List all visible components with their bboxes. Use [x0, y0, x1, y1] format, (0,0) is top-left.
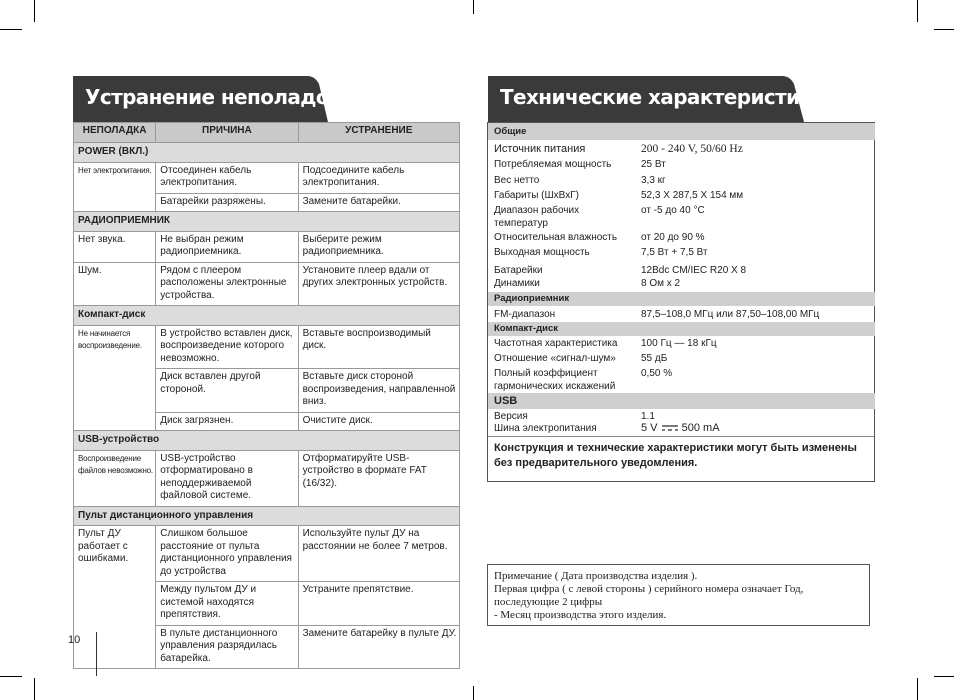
- spec-value: 12Bdc CM/IEC R20 X 8: [641, 265, 747, 276]
- fix-cell: Используйте пульт ДУ на расстоянии не более 7 метров.: [298, 526, 459, 582]
- crop-mark: [0, 29, 22, 30]
- page-number: 10: [68, 634, 81, 646]
- spec-label: Отношение «сигнал-шум»: [494, 353, 616, 364]
- spec-value: от -5 до 40 °C: [641, 205, 705, 216]
- crop-mark: [917, 678, 918, 700]
- problem-cell: Нет электропитания.: [74, 162, 156, 212]
- section-header: USB-устройство: [74, 431, 460, 451]
- spec-label: Полный коэффициент гармонических искажений: [494, 368, 616, 392]
- cause-cell: Слишком большое расстояние от пульта дистанционного управления до устройства: [156, 526, 298, 582]
- spec-label: Шина электропитания: [494, 423, 597, 434]
- spec-label: Динамики: [494, 278, 540, 289]
- cause-cell: Отсоединен кабель электропитания.: [156, 162, 298, 193]
- spec-value: [641, 422, 720, 435]
- spec-label: Выходная мощность: [494, 247, 590, 258]
- title-tab: [73, 76, 342, 122]
- spec-value: 100 Гц — 18 кГц: [641, 338, 717, 349]
- problem-cell: Нет звука.: [74, 231, 156, 262]
- problem-cell: Пульт ДУ работает с ошибками.: [74, 526, 156, 669]
- troubleshoot-table: [73, 122, 460, 669]
- fix-cell: Выберите режим радиоприемника.: [298, 231, 459, 262]
- spec-label: Батарейки: [494, 265, 543, 276]
- spec-value: 55 дБ: [641, 353, 668, 364]
- cause-cell: В пульте дистанционного управления разрядилась батарейка.: [156, 625, 298, 669]
- section-header: РАДИОПРИЕМНИК: [74, 212, 460, 232]
- spec-value: 25 Вт: [641, 159, 666, 170]
- divider: [488, 436, 874, 437]
- spec-label: Источник питания: [494, 143, 586, 155]
- table-row: [74, 162, 460, 193]
- spec-label: Диапазон рабочих температур: [494, 205, 580, 229]
- crop-mark: [934, 676, 954, 677]
- title-tab: [488, 76, 826, 122]
- table-row: [74, 325, 460, 369]
- cause-cell: В устройство вставлен диск, воспроизведение которого невозможно.: [156, 325, 298, 369]
- note-line: Примечание ( Дата производства изделия ).: [494, 570, 698, 582]
- production-note-box: [487, 564, 870, 626]
- table-row: [74, 262, 460, 306]
- col-header: УСТРАНЕНИЕ: [298, 123, 459, 143]
- col-header: ПРИЧИНА: [156, 123, 298, 143]
- spec-value: 0,50 %: [641, 368, 673, 379]
- spec-value: 7,5 Вт + 7,5 Вт: [641, 247, 708, 258]
- fix-cell: Вставьте диск стороной воспроизведения, направленной вниз.: [298, 369, 459, 413]
- crop-mark: [34, 0, 35, 22]
- fix-cell: Замените батарейки.: [298, 193, 459, 212]
- cause-cell: Диск загрязнен.: [156, 412, 298, 431]
- cause-cell: USB-устройство отформатировано в неподдерживаемой файловой системе.: [156, 450, 298, 506]
- spec-label: Потребляемая мощность: [494, 159, 612, 170]
- spec-label: Частотная характеристика: [494, 338, 618, 349]
- dc-symbol-icon: [661, 424, 679, 432]
- spec-value: 1.1: [641, 411, 655, 422]
- crop-mark: [34, 678, 35, 700]
- page-title: Технические характеристики: [500, 85, 826, 109]
- section-header: Общие: [488, 123, 875, 140]
- spec-label: Относительная влажность: [494, 232, 618, 243]
- section-header: Радиоприемник: [488, 292, 875, 306]
- fix-cell: Вставьте воспроизводимый диск.: [298, 325, 459, 369]
- col-header: НЕПОЛАДКА: [74, 123, 156, 143]
- cause-cell: Батарейки разряжены.: [156, 193, 298, 212]
- spec-label: Версия: [494, 411, 528, 422]
- spec-label: FM-диапазон: [494, 309, 556, 320]
- cause-cell: Рядом с плеером расположены электронные устройства.: [156, 262, 298, 306]
- fix-cell: Подсоедините кабель электропитания.: [298, 162, 459, 193]
- crop-mark: [473, 686, 474, 700]
- table-header: [74, 123, 460, 143]
- spec-value: от 20 до 90 %: [641, 232, 705, 243]
- note-line: Первая цифра ( с левой стороны ) серийного номера означает Год, последующие 2 цифры: [494, 583, 804, 608]
- section-header: Компакт-диск: [488, 322, 875, 336]
- page-title: Устранение неполадок: [85, 85, 342, 109]
- problem-cell: Воспроизведение файлов невозможно.: [74, 450, 156, 506]
- fix-cell: Очистите диск.: [298, 412, 459, 431]
- table-row: [74, 231, 460, 262]
- problem-cell: Не начинается воспроизведение.: [74, 325, 156, 431]
- table-row: [74, 450, 460, 506]
- cause-cell: Между пультом ДУ и системой находятся препятствия.: [156, 582, 298, 626]
- notice-text: Конструкция и технические характеристики могут быть изменены без предварительного уведомления.: [494, 442, 857, 469]
- fix-cell: Замените батарейку в пульте ДУ.: [298, 625, 459, 669]
- spec-value: 200 - 240 V, 50/60 Hz: [641, 143, 743, 155]
- page-divider: [96, 632, 97, 676]
- voltage-value: 5 V: [641, 422, 658, 434]
- note-line: - Месяц производства этого изделия.: [494, 609, 667, 621]
- fix-cell: Отформатируйте USB-устройство в формате FAT (16/32).: [298, 450, 459, 506]
- section-header: Пульт дистанционного управления: [74, 506, 460, 526]
- spec-value: 8 Ом x 2: [641, 278, 681, 289]
- spec-value: 87,5–108,0 МГц или 87,50–108,00 МГц: [641, 309, 820, 320]
- spec-value: 3,3 кг: [641, 175, 666, 186]
- spec-label: Габариты (ШхВхГ): [494, 190, 579, 201]
- table-row: [74, 526, 460, 582]
- section-header: Компакт-диск: [74, 306, 460, 326]
- fix-cell: Устраните препятствие.: [298, 582, 459, 626]
- fix-cell: Установите плеер вдали от других электронных устройств.: [298, 262, 459, 306]
- cause-cell: Диск вставлен другой стороной.: [156, 369, 298, 413]
- problem-cell: Шум.: [74, 262, 156, 306]
- crop-mark: [917, 0, 918, 22]
- crop-mark: [0, 676, 22, 677]
- cause-cell: Не выбран режим радиоприемника.: [156, 231, 298, 262]
- current-value: 500 mA: [681, 422, 720, 434]
- section-header: USB: [488, 393, 875, 409]
- spec-label: Вес нетто: [494, 175, 540, 186]
- spec-value: 52,3 X 287,5 X 154 мм: [641, 190, 744, 201]
- section-header: POWER (ВКЛ.): [74, 143, 460, 163]
- crop-mark: [473, 0, 474, 14]
- crop-mark: [934, 29, 954, 30]
